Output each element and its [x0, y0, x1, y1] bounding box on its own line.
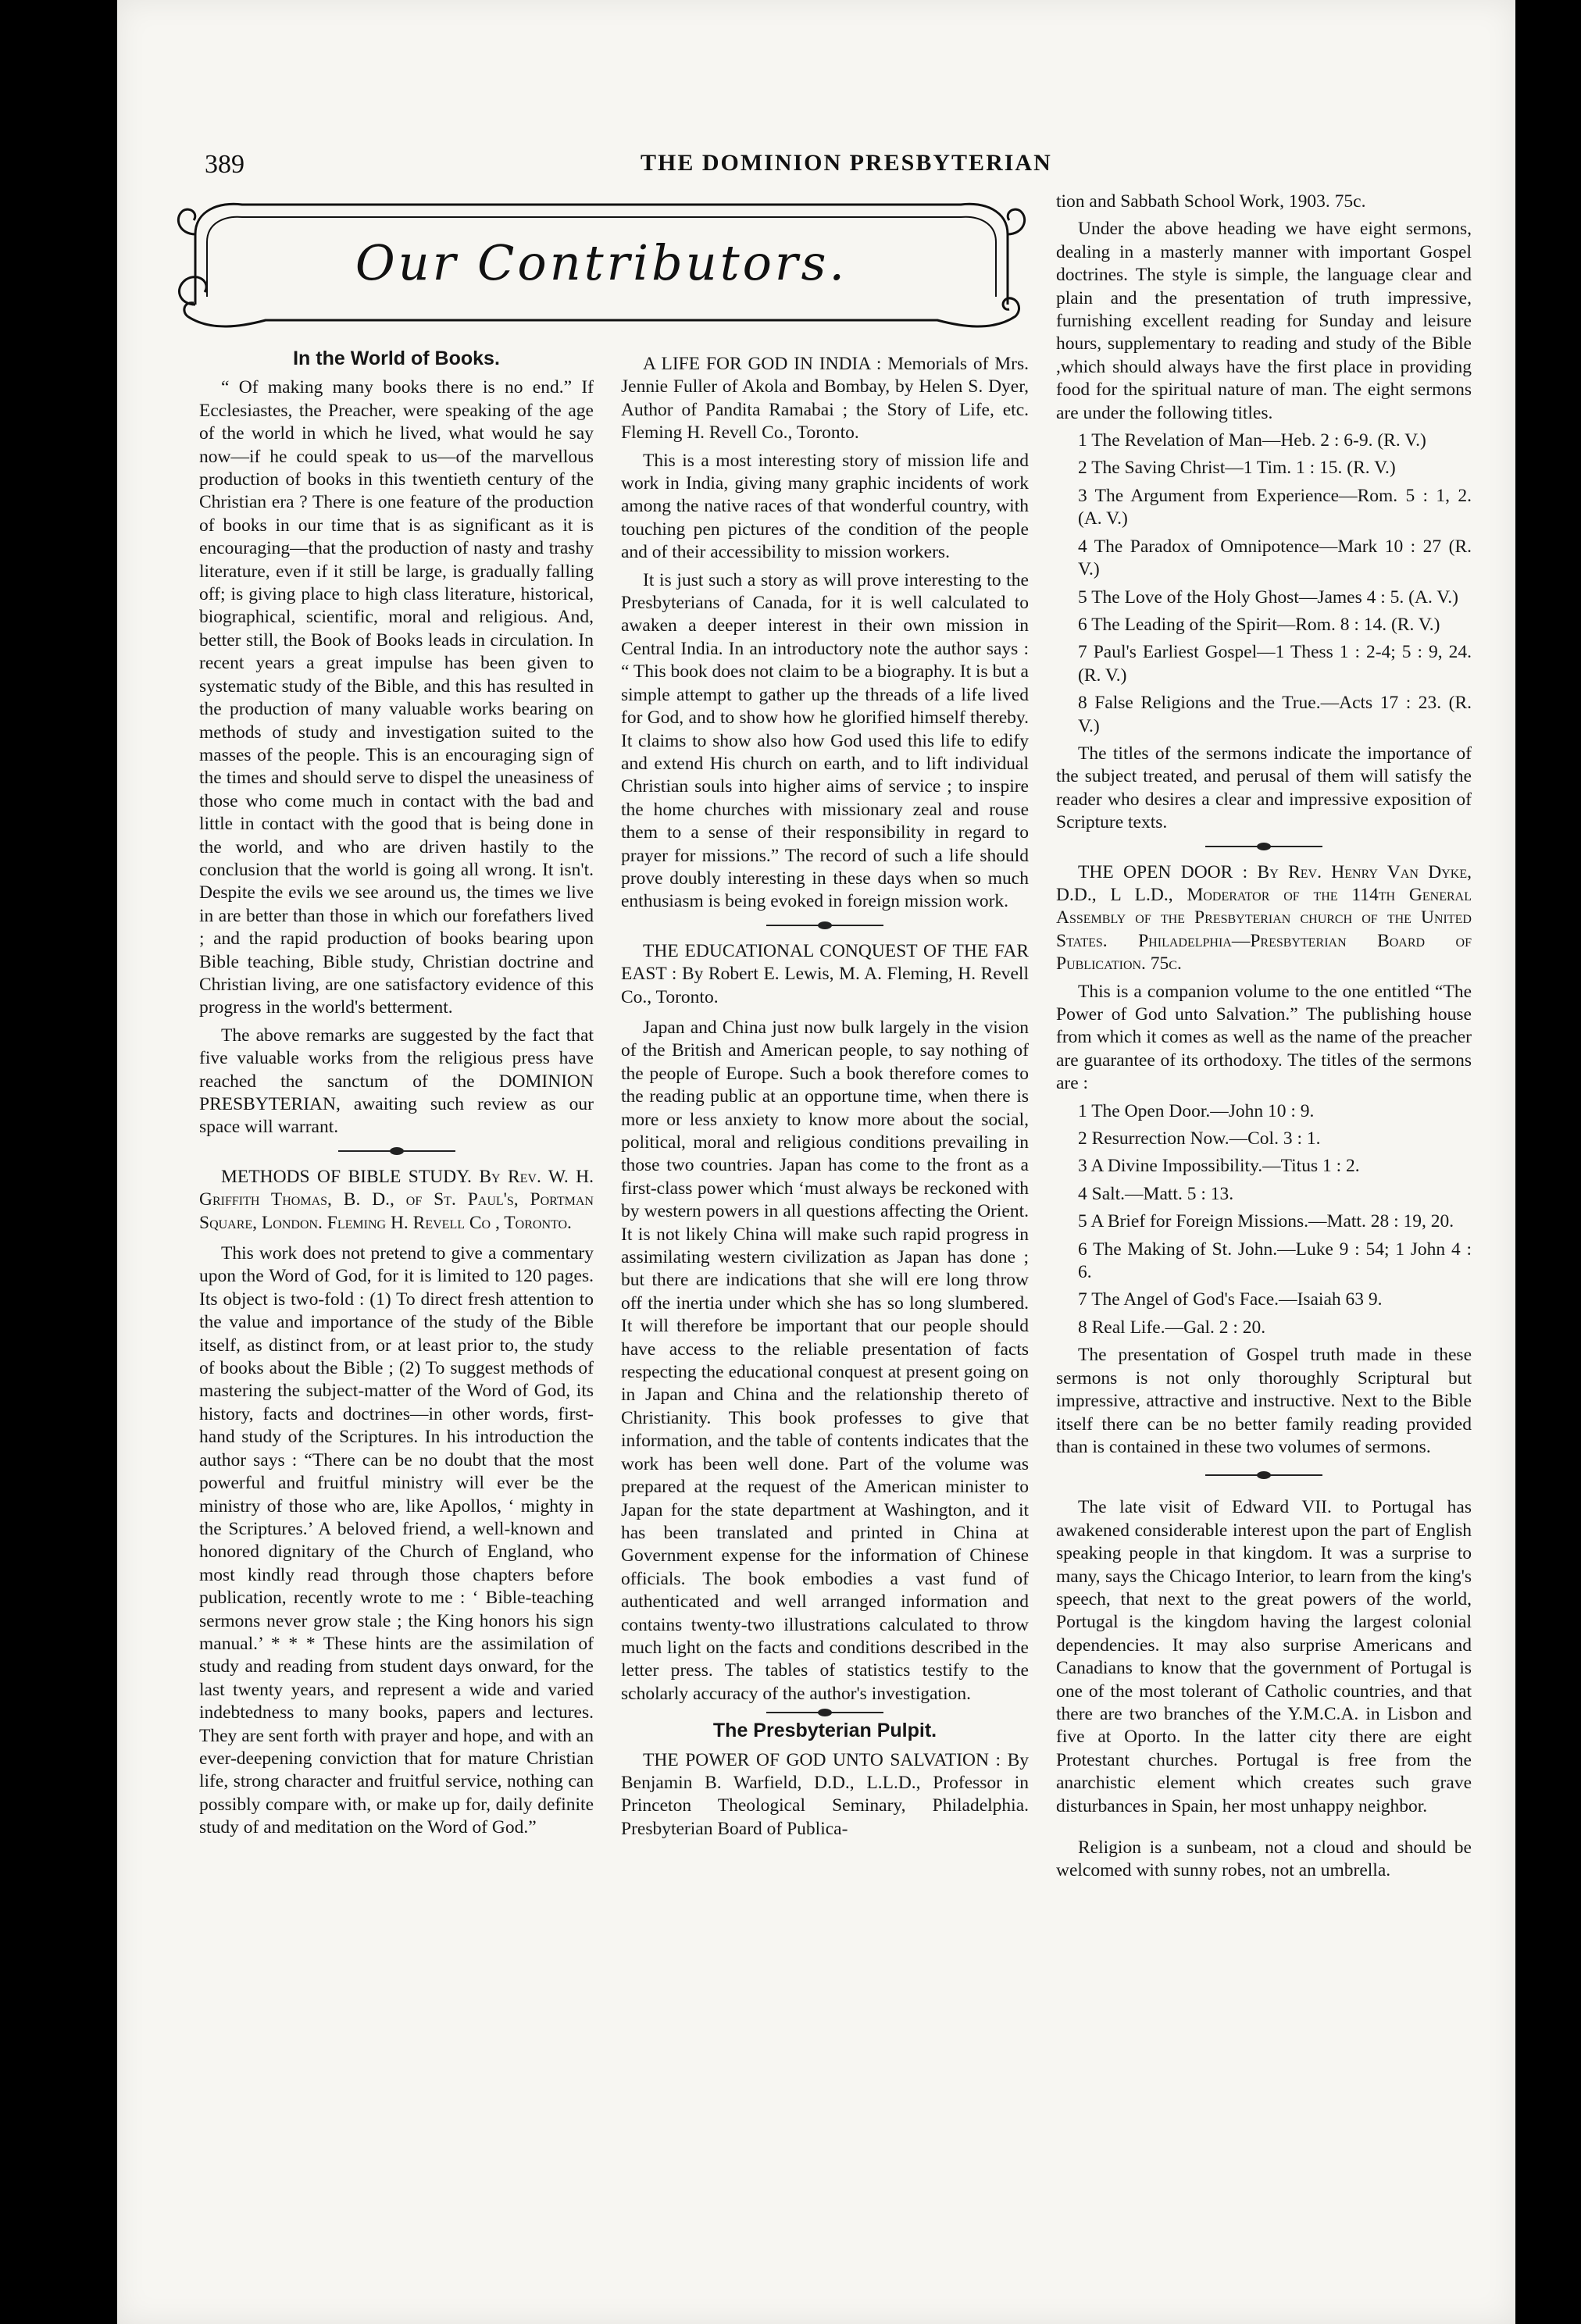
section-divider: [766, 1712, 883, 1713]
sermon-title: 2 Resurrection Now.—Col. 3 : 1.: [1078, 1128, 1321, 1150]
section-divider: [1205, 1474, 1322, 1476]
paragraph: Religion is a sunbeam, not a cloud and should be welcomed with sunny robes, not an umbrella.: [1056, 1837, 1472, 1881]
section-divider: [766, 925, 883, 926]
sermon-title: 6 The Leading of the Spirit—Rom. 8 : 14. (R. V.): [1078, 614, 1440, 635]
book-citation: THE EDUCATIONAL CONQUEST OF THE FAR EAST : By Robert E. Lewis, M. A. Fleming, H. Revell Co., Toronto.: [621, 940, 1029, 1007]
column-2: [621, 353, 1029, 1845]
sermon-title: 5 A Brief for Foreign Missions.—Matt. 28 : 19, 20.: [1078, 1211, 1454, 1232]
sermon-title: 2 The Saving Christ—1 Tim. 1 : 15. (R. V.): [1078, 458, 1396, 479]
column-1: [199, 348, 594, 1845]
paragraph: The above remarks are suggested by the fact that five valuable works from the religious press have reached the sanctum of the DOMINION PRESBYTERIAN, awaiting such review as our space will warrant.: [199, 1025, 594, 1138]
page-number: 389: [205, 150, 244, 179]
sermon-title: 4 The Paradox of Omnipotence—Mark 10 : 27 (R. V.): [1078, 536, 1472, 580]
sermon-list: [1056, 430, 1472, 738]
sermon-title: 1 The Revelation of Man—Heb. 2 : 6-9. (R. V.): [1078, 430, 1426, 451]
sermon-title: 8 False Religions and the True.—Acts 17 : 23. (R. V.): [1078, 693, 1472, 736]
book-citation: METHODS OF BIBLE STUDY. By Rev. W. H. Griffith Thomas, B. D., of St. Paul's, Portman Square, London. Fleming H. Revell Co , Toronto.: [199, 1166, 594, 1233]
book-citation: A LIFE FOR GOD IN INDIA : Memorials of Mrs. Jennie Fuller of Akola and Bombay, by Helen S. Dyer, Author of Pandita Ramabai ; the Story of Life, etc. Fleming H. Revell Co., Toronto.: [621, 354, 1029, 444]
banner-title: Our Contributors.: [355, 234, 848, 291]
paragraph: “ Of making many books there is no end.” If Ecclesiastes, the Preacher, were speaking of the age of the world in which he lived, what would he say now—if he could speak to us—of the marvellous production of books in this twentieth century of the Christian era ? There is one feature of the production of books in our time that is as significant as it is encouraging—that the production of nasty and trashy literature, even if it still be large, is gradually falling off; is giving place to high class literature, historical, biographical, scientific, moral and religious. And, better still, the Book of Books leads in circulation. In recent years a great impulse has been given to systematic study of the Bible, and this has resulted in the production of many valuable works bearing on methods of study and investigation suited to the masses of the people. This is an encouraging sign of the times and should serve to dispel the uneasiness of those who come much in contact with the bad and little in contact with the good that is being done in the world, and who are driven hastily to the conclusion that the world is going all wrong. It isn't. Despite the evils we see around us, the times we live in are better than those in which our forefathers lived ; and the rapid production of books bearing upon Bible teaching, Bible study, Christian doctrine and Christian living, are one satisfactory evidence of this progress in the world's betterment.: [199, 377, 594, 1018]
section-divider: [1205, 846, 1322, 847]
book-citation: THE OPEN DOOR : By Rev. Henry Van Dyke, D.D., L L.D., Moderator of the 114th General Assembly of the Presbyterian church of the United States. Philadelphia—Presbyterian Board of Publication. 75c.: [1056, 861, 1472, 975]
paragraph: This is a companion volume to the one entitled “The Power of God unto Salvation.” The publishing house from which it comes as well as the name of the preacher are guarantee of its orthodoxy. The titles of the sermons are :: [1056, 981, 1472, 1094]
paragraph: This is a most interesting story of mission life and work in India, giving many graphic incidents of work among the native races of that wonderful country, with touching pen pictures of the condition of the people and of their accessibility to mission workers.: [621, 450, 1029, 563]
paragraph: tion and Sabbath School Work, 1903. 75c.: [1056, 191, 1366, 212]
paragraph: This work does not pretend to give a commentary upon the Word of God, for it is limited to 120 pages. Its object is two-fold : (1) To direct fresh attention to the value and importance of the study of the Bible itself, as distinct from, or at least prior to, the study of books about the Bible ; (2) To suggest methods of mastering the subject-matter of the Word of God, its history, facts and doctrines—in other words, first-hand study of the Scriptures. In his introduction the author says : “There can be no doubt that the most powerful and fruitful ministry will ever be the ministry of those who are, like Apollos, ‘ mighty in the Scriptures.’ A beloved friend, a well-known and honored dignitary of the Church of England, who most kindly read through those chapters before publication, recently wrote to me : ‘ Bible-teaching sermons never grow stale ; the King honors his sign manual.’ * * * These hints are the assimilation of study and reading from student days onward, for the last twenty years, and represent a wide and varied indebtedness to many books, papers and lectures. They are sent forth with prayer and hope, and with an ever-deepening conviction that for mature Christian life, strong character and fruitful service, nothing can possibly compare with, or make up for, daily definite study of and meditation on the Word of God.”: [199, 1243, 594, 1838]
sermon-title: 7 Paul's Earliest Gospel—1 Thess 1 : 2-4; 5 : 9, 24. (R. V.): [1078, 642, 1472, 686]
section-banner: [164, 187, 1039, 336]
paragraph: Under the above heading we have eight sermons, dealing in a masterly manner with important Gospel doctrines. The style is simple, the language clear and plain and the presentation of truth impressive, furnishing excellent reading for Sunday and leisure hours, supplementary to reading and study of the Bible ,which should always have the first place in providing food for the spiritual nature of man. The eight sermons are under the following titles.: [1056, 219, 1472, 423]
paragraph: The presentation of Gospel truth made in these sermons is not only thoroughly Scriptural but impressive, attractive and instructive. Next to the Bible itself there can be no better family reading provided than is contained in these two volumes of sermons.: [1056, 1345, 1472, 1457]
sermon-title: 8 Real Life.—Gal. 2 : 20.: [1078, 1317, 1266, 1338]
sermon-title: 6 The Making of St. John.—Luke 9 : 54; 1 John 4 : 6.: [1078, 1239, 1472, 1283]
book-citation: THE POWER OF GOD UNTO SALVATION : By Benjamin B. Warfield, D.D., L.L.D., Professor in Princeton Theological Seminary, Philadelphia. Presbyterian Board of Publica-: [621, 1749, 1029, 1839]
section-divider: [338, 1150, 455, 1152]
sermon-title: 7 The Angel of God's Face.—Isaiah 63 9.: [1078, 1289, 1383, 1310]
publication-title: THE DOMINION PRESBYTERIAN: [641, 150, 1052, 176]
sermon-title: 5 The Love of the Holy Ghost—James 4 : 5. (A. V.): [1078, 586, 1458, 608]
sermon-title: 1 The Open Door.—John 10 : 9.: [1078, 1100, 1315, 1121]
paragraph: The late visit of Edward VII. to Portugal has awakened considerable interest upon the part of English speaking people in that kingdom. It was a surprise to many, says the Chicago Interior, to learn from the king's speech, that next to the great powers of the world, Portugal is the kingdom having the largest colonial dependencies. It may also surprise Americans and Canadians to know that the government of Portugal is one of the most tolerant of Catholic countries, and that there are two branches of the Y.M.C.A. in Lisbon and five at Oporto. In the latter city there are eight Protestant churches. Portugal is free from the anarchistic element which creates such grave disturbances in Spain, her most unhappy neighbor.: [1056, 1497, 1472, 1816]
sermon-title: 3 The Argument from Experience—Rom. 5 : 1, 2. (A. V.): [1078, 485, 1472, 529]
paragraph: Japan and China just now bulk largely in the vision of the British and American people, to say nothing of the people of Europe. Such a book therefore comes to the reading public at an opportune time, when there is more or less anxiety to know more about the social, political, moral and religious conditions prevailing in those two countries. Japan has come to the front as a first-class power which ‘must always be reckoned with by western powers in all questions affecting the Orient. It is not likely China will make such rapid progress in assimilating western civilization as Japan has done ; but there are indications that she will ere long throw off the inertia under which she has so long slumbered. It will therefore be important that our people should have access to the reliable presentation of facts respecting the educational conquest at present going on in Japan and China and the relationship thereto of Christianity. This book professes to give that information, and the table of contents indicates that the work has been well done. Part of the volume was prepared at the request of the American minister to Japan for the state department at Washington, and it has been translated and printed in China at Government expense for the information of Chinese officials. The book embodies a vast fund of authenticated and well arranged information and contains twenty-two illustrations calculated to throw much light on the facts and conditions described in the letter press. The tables of statistics testify to the scholarly accuracy of the author's investigation.: [621, 1017, 1029, 1704]
sermon-title: 3 A Divine Impossibility.—Titus 1 : 2.: [1078, 1156, 1360, 1177]
paragraph: It is just such a story as will prove interesting to the Presbyterians of Canada, for it is well calculated to awaken a deeper interest in their own mission in Central India. In an introductory note the author says : “ This book does not claim to be a biography. It is but a simple attempt to gather up the threads of a life lived for God, and to show how he glorified himself thereby. It claims to show also how God used this life to edify and extend His church on earth, and to lift individual Christian souls into higher aims of service ; to inspire the home churches with missionary zeal and rouse them to a sense of their responsibility in regard to prayer for missions.” The record of such a life should prove doubly interesting in these days when so much enthusiasm is being evoked in foreign mission work.: [621, 569, 1029, 912]
article-heading: In the World of Books.: [293, 348, 500, 369]
sermon-list: [1056, 1100, 1472, 1340]
paragraph: The titles of the sermons indicate the importance of the subject treated, and perusal of them will satisfy the reader who desires a clear and impressive exposition of Scripture texts.: [1056, 743, 1472, 833]
sermon-title: 4 Salt.—Matt. 5 : 13.: [1078, 1183, 1234, 1204]
section-heading: The Presbyterian Pulpit.: [712, 1720, 937, 1742]
column-3: [1056, 191, 1472, 1887]
